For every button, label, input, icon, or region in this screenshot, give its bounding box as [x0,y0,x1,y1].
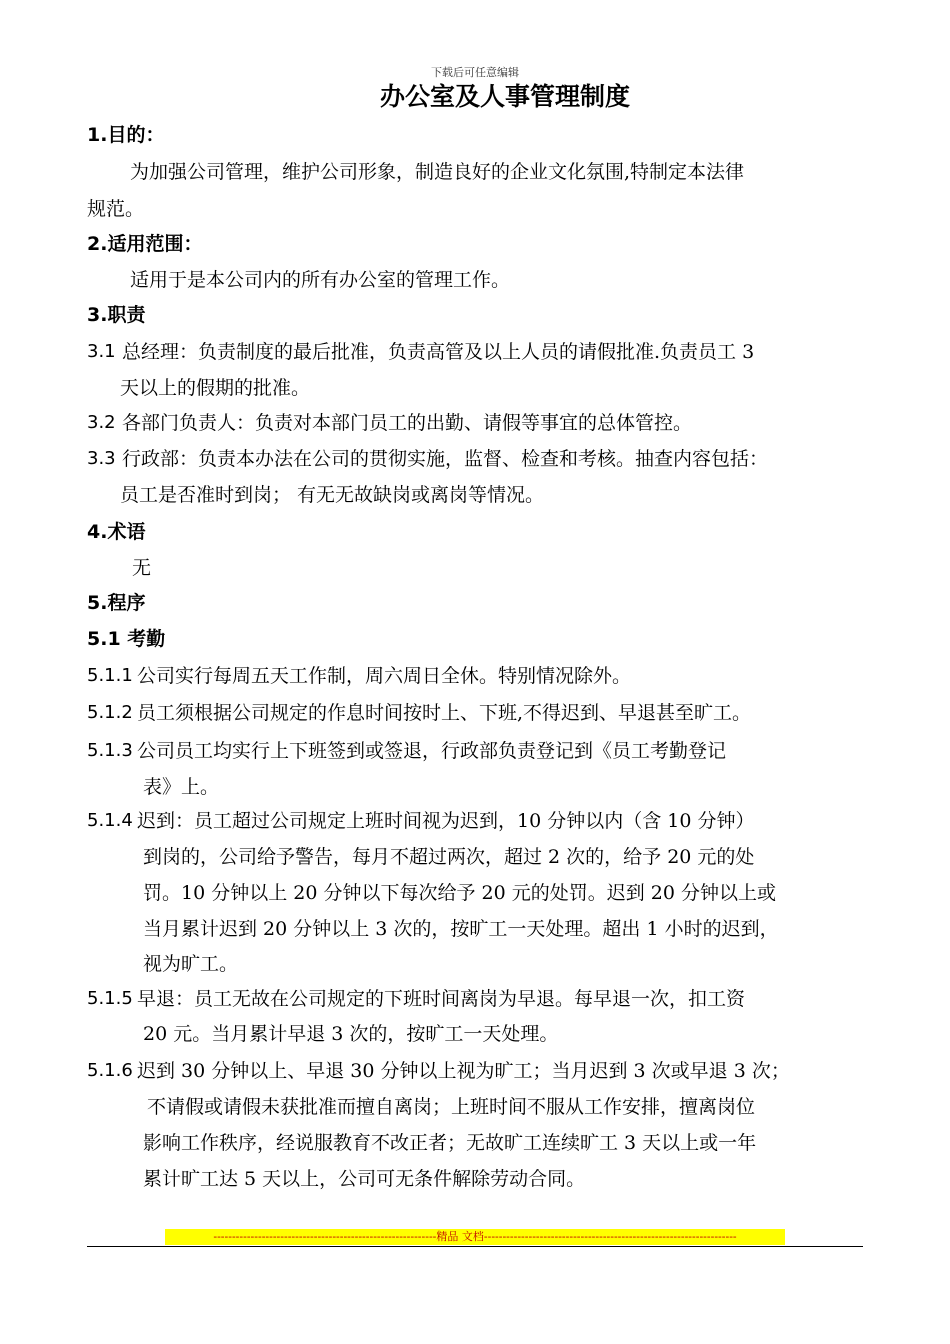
section-4-heading: 4.术语 [87,521,146,543]
item-3-3-number: 3.3 [87,448,116,469]
item-5-1-4-line-2: 到岗的，公司给予警告，每月不超过两次，超过 2 次的，给予 20 元的处 [143,846,755,868]
section-3-heading: 3.职责 [87,304,146,326]
section-1-heading: 1.目的： [87,124,165,146]
item-5-1-3-number: 5.1.3 [87,740,133,761]
item-3-1-number: 3.1 [87,341,116,362]
section-5-1-heading: 5.1 考勤 [87,628,166,650]
item-5-1-4-line-3: 罚。10 分钟以上 20 分钟以下每次给予 20 元的处罚。迟到 20 分钟以上或 [143,882,776,904]
item-5-1-2-number: 5.1.2 [87,702,133,723]
item-5-1-6-line-3: 影响工作秩序，经说服教育不改正者；无故旷工连续旷工 3 天以上或一年 [143,1132,757,1154]
item-5-1-5-line-1: 早退：员工无故在公司规定的下班时间离岗为早退。每早退一次，扣工资 [137,988,746,1010]
item-5-1-4-line-1: 迟到：员工超过公司规定上班时间视为迟到，10 分钟以内（含 10 分钟） [137,810,755,832]
section-2-heading: 2.适用范围： [87,233,203,255]
section-1-line-1: 为加强公司管理，维护公司形象，制造良好的企业文化氛围,特制定本法律 [130,161,745,183]
item-5-1-6-line-4: 累计旷工达 5 天以上，公司可无条件解除劳动合同。 [143,1168,586,1190]
item-5-1-6-line-1: 迟到 30 分钟以上、早退 30 分钟以上视为旷工；当月迟到 3 次或早退 3 次； [137,1060,790,1082]
section-4-text: 无 [132,557,152,579]
item-3-2-line-1: 各部门负责人：负责对本部门员工的出勤、请假等事宜的总体管控。 [122,412,693,434]
download-note: 下载后可任意编辑 [431,66,519,79]
item-5-1-5-line-2: 20 元。当月累计早退 3 次的，按旷工一天处理。 [143,1023,559,1045]
section-5-heading: 5.程序 [87,592,146,614]
item-5-1-4-number: 5.1.4 [87,810,133,831]
document-title: 办公室及人事管理制度 [379,82,630,111]
item-5-1-4-line-4: 当月累计迟到 20 分钟以上 3 次的，按旷工一天处理。超出 1 小时的迟到， [143,918,779,940]
item-3-1-line-1: 总经理：负责制度的最后批准，负责高管及以上人员的请假批准.负责员工 3 [122,341,755,363]
section-2-text: 适用于是本公司内的所有办公室的管理工作。 [130,269,511,291]
item-5-1-6-number: 5.1.6 [87,1060,133,1081]
item-5-1-6-line-2: 不请假或请假未获批准而擅自离岗；上班时间不服从工作安排，擅离岗位 [147,1096,756,1118]
section-1-line-2: 规范。 [87,198,145,220]
footer-divider [87,1246,863,1247]
item-5-1-3-line-2: 表》上。 [143,776,220,798]
item-5-1-1-line-1: 公司实行每周五天工作制，周六周日全休。特别情况除外。 [137,665,632,687]
item-5-1-3-line-1: 公司员工均实行上下班签到或签退，行政部负责登记到《员工考勤登记 [137,740,727,762]
footer-watermark-band: ------------------------------------------------------------精品 文档-------------------------------------------------------------------- [165,1229,785,1245]
item-5-1-4-line-5: 视为旷工。 [143,953,239,975]
item-3-3-line-1: 行政部：负责本办法在公司的贯彻实施，监督、检查和考核。抽查内容包括： [122,448,769,470]
item-5-1-2-line-1: 员工须根据公司规定的作息时间按时上、下班,不得迟到、早退甚至旷工。 [137,702,752,724]
item-3-2-number: 3.2 [87,412,116,433]
item-5-1-5-number: 5.1.5 [87,988,133,1009]
item-5-1-1-number: 5.1.1 [87,665,133,686]
item-3-3-line-2: 员工是否准时到岗； 有无无故缺岗或离岗等情况。 [120,484,545,506]
item-3-1-line-2: 天以上的假期的批准。 [120,377,311,399]
